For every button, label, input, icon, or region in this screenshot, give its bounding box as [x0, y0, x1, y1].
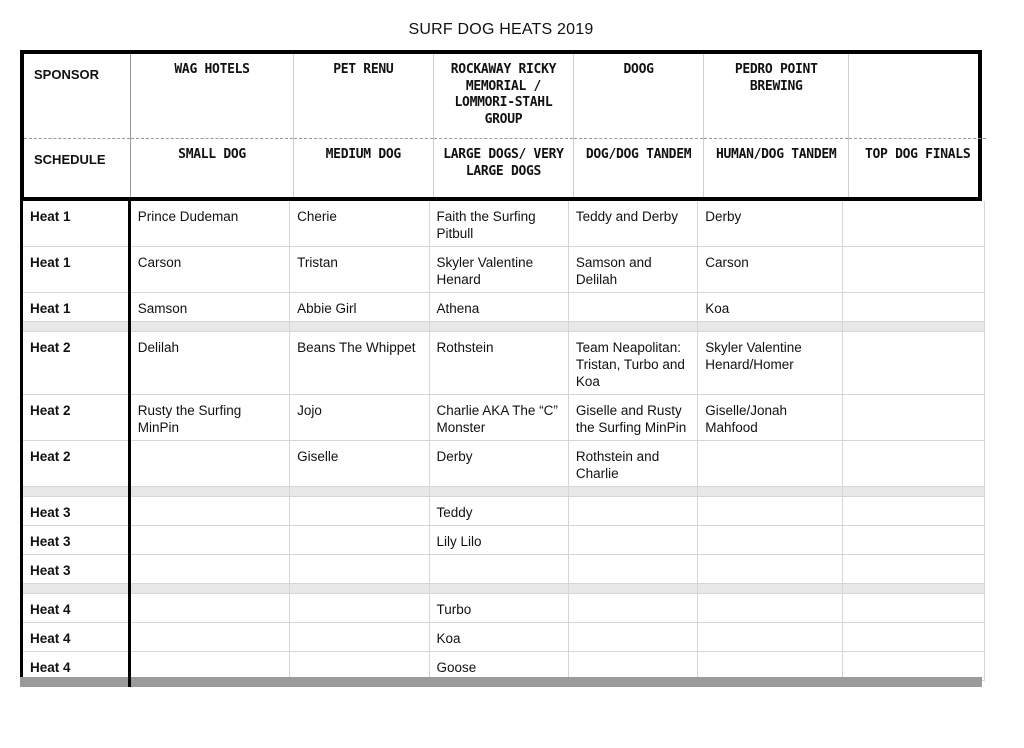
- table-row: [23, 332, 985, 395]
- page-title: SURF DOG HEATS 2019: [408, 21, 594, 38]
- heat-separator: [23, 322, 985, 332]
- dog-cell: Cherie: [290, 201, 429, 247]
- heats-table: [23, 201, 985, 681]
- dog-cell: Goose: [429, 652, 568, 681]
- dog-cell: Jojo: [290, 395, 429, 441]
- dog-cell: [842, 526, 984, 555]
- dog-cell: [842, 247, 984, 293]
- category-cell: HUMAN/DOG TANDEM: [704, 139, 849, 198]
- table-row: [23, 526, 985, 555]
- separator-cell: [842, 584, 984, 594]
- heat-label: Heat 4: [23, 594, 129, 623]
- separator-cell: [842, 487, 984, 497]
- dog-cell: [842, 441, 984, 487]
- table-row: [23, 623, 985, 652]
- category-cell: MEDIUM DOG: [293, 139, 433, 198]
- heat-label: Heat 4: [23, 652, 129, 681]
- dog-cell: Samson and Delilah: [568, 247, 697, 293]
- dog-cell: [129, 555, 289, 584]
- heat-label: Heat 1: [23, 247, 129, 293]
- dog-cell: [698, 526, 842, 555]
- heat-label: Heat 2: [23, 395, 129, 441]
- dog-cell: [842, 594, 984, 623]
- dog-cell: [568, 623, 697, 652]
- dog-cell: [129, 594, 289, 623]
- table-row: [23, 497, 985, 526]
- dog-cell: [698, 441, 842, 487]
- dog-cell: [842, 395, 984, 441]
- heat-separator: [23, 487, 985, 497]
- dog-cell: Athena: [429, 293, 568, 322]
- dog-cell: Beans The Whippet: [290, 332, 429, 395]
- header-block: [20, 50, 982, 201]
- table-row: [23, 293, 985, 322]
- dog-cell: Rothstein: [429, 332, 568, 395]
- dog-cell: [842, 623, 984, 652]
- table-row: [23, 594, 985, 623]
- dog-cell: [429, 555, 568, 584]
- bottom-bar-divider: [128, 677, 131, 687]
- table-row: [23, 395, 985, 441]
- dog-cell: Giselle and Rusty the Surfing MinPin: [568, 395, 697, 441]
- table-row: [23, 247, 985, 293]
- separator-cell: [429, 322, 568, 332]
- dog-cell: Delilah: [129, 332, 289, 395]
- bottom-bar: [20, 677, 982, 687]
- dog-cell: [290, 555, 429, 584]
- sponsor-label: SPONSOR: [24, 54, 131, 139]
- table-row: [23, 555, 985, 584]
- dog-cell: [568, 497, 697, 526]
- dog-cell: Prince Dudeman: [129, 201, 289, 247]
- separator-cell: [568, 322, 697, 332]
- sponsor-cell: PET RENU: [293, 54, 433, 139]
- heat-label: Heat 2: [23, 332, 129, 395]
- heat-label: Heat 4: [23, 623, 129, 652]
- separator-cell: [568, 487, 697, 497]
- dog-cell: [698, 594, 842, 623]
- category-cell: LARGE DOGS/ VERY LARGE DOGS: [433, 139, 573, 198]
- separator-cell: [698, 487, 842, 497]
- schedule-body: [20, 201, 982, 681]
- separator-cell: [129, 487, 289, 497]
- dog-cell: Faith the Surfing Pitbull: [429, 201, 568, 247]
- heat-label: Heat 1: [23, 293, 129, 322]
- dog-cell: [290, 594, 429, 623]
- sponsor-cell: PEDRO POINT BREWING: [704, 54, 849, 139]
- header-table: [24, 54, 986, 197]
- separator-cell: [698, 584, 842, 594]
- dog-cell: [129, 623, 289, 652]
- dog-cell: Giselle/Jonah Mahfood: [698, 395, 842, 441]
- dog-cell: [842, 497, 984, 526]
- dog-cell: [129, 441, 289, 487]
- category-cell: TOP DOG FINALS: [864, 147, 971, 162]
- dog-cell: Koa: [429, 623, 568, 652]
- dog-cell: Teddy and Derby: [568, 201, 697, 247]
- separator-cell: [290, 584, 429, 594]
- separator-cell: [568, 584, 697, 594]
- heat-label: Heat 2: [23, 441, 129, 487]
- dog-cell: [568, 526, 697, 555]
- heat-label: Heat 3: [23, 555, 129, 584]
- dog-cell: Rusty the Surfing MinPin: [129, 395, 289, 441]
- schedule-row: [24, 139, 986, 198]
- dog-cell: [842, 201, 984, 247]
- dog-cell: [290, 623, 429, 652]
- heat-separator: [23, 584, 985, 594]
- separator-cell: [290, 322, 429, 332]
- heat-label: Heat 3: [23, 497, 129, 526]
- sponsor-row: [24, 54, 986, 139]
- dog-cell: [568, 293, 697, 322]
- separator-cell: [429, 487, 568, 497]
- separator-cell: [23, 487, 129, 497]
- separator-cell: [429, 584, 568, 594]
- table-row: [23, 201, 985, 247]
- heat-label: Heat 1: [23, 201, 129, 247]
- dog-cell: [290, 526, 429, 555]
- dog-cell: Teddy: [429, 497, 568, 526]
- dog-cell: [129, 497, 289, 526]
- separator-cell: [842, 322, 984, 332]
- dog-cell: Turbo: [429, 594, 568, 623]
- dog-cell: [698, 497, 842, 526]
- dog-cell: Team Neapolitan: Tristan, Turbo and Koa: [568, 332, 697, 395]
- dog-cell: Tristan: [290, 247, 429, 293]
- category-cell: DOG/DOG TANDEM: [574, 139, 704, 198]
- separator-cell: [23, 322, 129, 332]
- dog-cell: [698, 623, 842, 652]
- separator-cell: [129, 322, 289, 332]
- dog-cell: [290, 497, 429, 526]
- separator-cell: [698, 322, 842, 332]
- dog-cell: [129, 526, 289, 555]
- heats-sheet: [20, 50, 982, 681]
- dog-cell: Derby: [698, 201, 842, 247]
- dog-cell: Skyler Valentine Henard: [429, 247, 568, 293]
- schedule-label: SCHEDULE: [24, 139, 131, 198]
- dog-cell: Lily Lilo: [429, 526, 568, 555]
- sponsor-cell: WAG HOTELS: [131, 54, 293, 139]
- dog-cell: [842, 555, 984, 584]
- dog-cell: Koa: [698, 293, 842, 322]
- separator-cell: [129, 584, 289, 594]
- dog-cell: [568, 594, 697, 623]
- category-cell: SMALL DOG: [131, 139, 293, 198]
- separator-cell: [23, 584, 129, 594]
- dog-cell: Charlie AKA The “C” Monster: [429, 395, 568, 441]
- sponsor-cell: ROCKAWAY RICKY MEMORIAL / LOMMORI-STAHL GROUP: [433, 54, 573, 139]
- sponsor-cell: [849, 54, 986, 139]
- dog-cell: Derby: [429, 441, 568, 487]
- heat-label: Heat 3: [23, 526, 129, 555]
- sponsor-cell: DOOG: [574, 54, 704, 139]
- table-row: [23, 441, 985, 487]
- dog-cell: Abbie Girl: [290, 293, 429, 322]
- dog-cell: Samson: [129, 293, 289, 322]
- dog-cell: [568, 555, 697, 584]
- separator-cell: [290, 487, 429, 497]
- dog-cell: Giselle: [290, 441, 429, 487]
- dog-cell: Carson: [698, 247, 842, 293]
- dog-cell: Skyler Valentine Henard/Homer: [698, 332, 842, 395]
- dog-cell: Rothstein and Charlie: [568, 441, 697, 487]
- dog-cell: [842, 293, 984, 322]
- dog-cell: [698, 555, 842, 584]
- dog-cell: Carson: [129, 247, 289, 293]
- dog-cell: [842, 332, 984, 395]
